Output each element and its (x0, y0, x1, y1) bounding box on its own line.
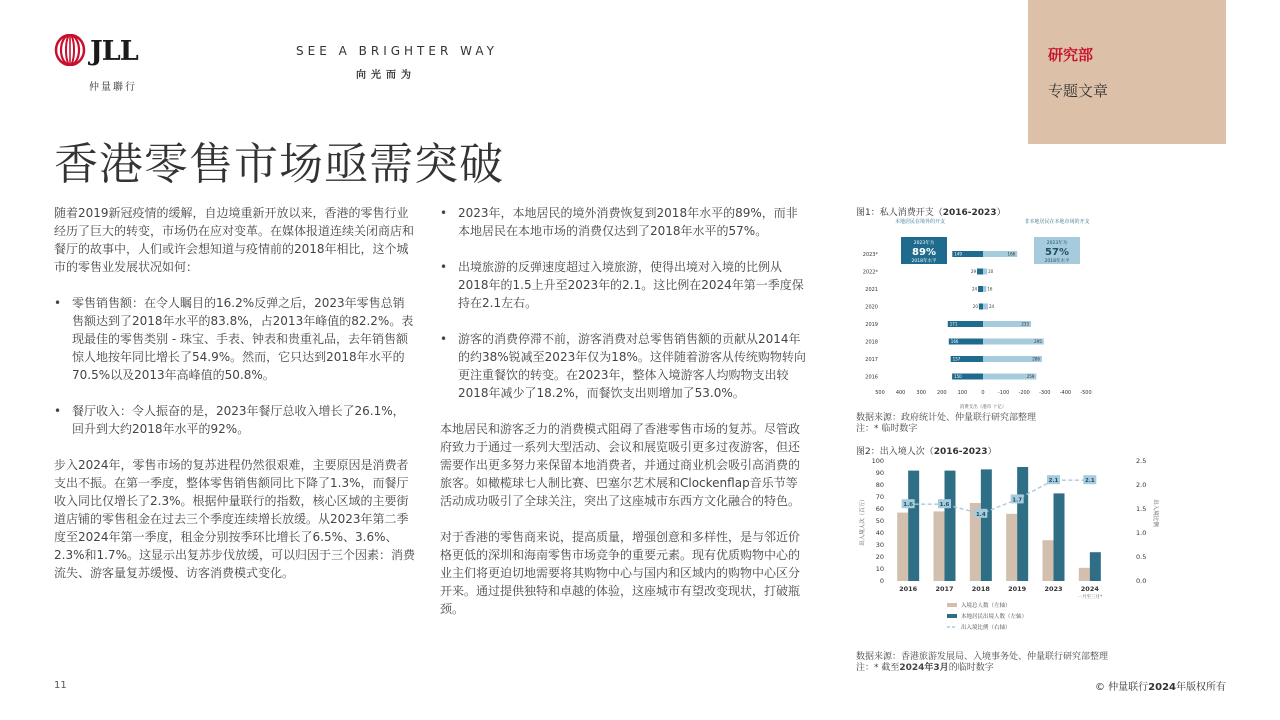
bar-value-label: 29 (970, 269, 977, 274)
callout-box (1034, 237, 1080, 264)
category-label: 2024 (1080, 585, 1099, 593)
bar-value-label: 295 (1034, 339, 1042, 344)
category-label: 2017 (865, 357, 878, 363)
bar-departures (981, 469, 992, 581)
category-label: 2020 (865, 304, 878, 311)
page-title: 香港零售市场亟需突破 (54, 139, 504, 190)
category-label: 2019 (1008, 585, 1027, 593)
body-paragraph: 本地居民和游客乏力的消费模式阻碍了香港零售市场的复苏。尽管政府致力于通过一系列大型活动、会议和展览吸引更多过夜游客，但还需要作出更多努力来保留本地消费者，并通过商业机会吸引高消费的旅客。如橄榄球七人制比赛、巴塞尔艺术展和Clockenflap音乐节等活动成功吸引了全球关注，突出了这座城市东西方文化融合的特色。 (440, 422, 801, 508)
y2-tick-label: 2.0 (1136, 481, 1147, 489)
bar-outbound (977, 269, 983, 275)
arrivals-departures-chart (850, 455, 1170, 650)
bar-arrivals (897, 513, 908, 581)
x-tick-label: 0 (981, 390, 985, 396)
svg-text:1.6: 1.6 (903, 502, 914, 509)
figure-1-title-suffix: ） (996, 208, 1006, 218)
body-paragraph: 对于香港的零售商来说，提高质量，增强创意和多样性，是与邻近价格更低的深圳和海南零售市场竞争的重要元素。现有优质购物中心的业主们将更迫切地需要将其购物中心与国内和区域内的购物中心区分开来。通过提供独特和卓越的体验，这座城市有望改变现状，打破瓶颈。 (440, 530, 801, 616)
category-label: 2018 (865, 339, 878, 346)
bar-value-label: 24 (988, 304, 995, 309)
section-subtitle: 专题文章 (1048, 82, 1109, 100)
ratio-label (1047, 475, 1060, 484)
y2-tick-label: 2.5 (1136, 457, 1147, 465)
bar-inbound (983, 269, 987, 275)
figure-2-title-range: 2016-2023 (933, 447, 988, 457)
callout-value: 57% (1045, 247, 1069, 258)
list-item: • 零售销售额：在令人瞩目的16.2%反弹之后，2023年零售总销售额达到了2018年水平的83.8%，占2013年峰值的82.2%。表现最佳的零售类别 - 珠宝、手表、钟表和贵重礼品，去年销售额惊人地按年同比增长了54.9%。然而，它只达到2018年水平的70.5%以及2013年高峰值的50.8%。 (54, 294, 416, 384)
bar-value-label: 171 (949, 321, 958, 327)
tagline: SEE A BRIGHTER WAY (296, 44, 498, 58)
svg-text:2.1: 2.1 (1084, 478, 1095, 485)
category-sublabel: 一月至三月* (1077, 595, 1103, 600)
y-tick-label: 50 (875, 517, 884, 525)
bullet-list-2 (440, 204, 808, 402)
x-tick-label: -100 (997, 390, 1010, 396)
figure-2-source-text: 数据来源：香港旅游发展局、入境事务处、仲量联行研究部整理 (856, 652, 1109, 662)
series-label: 非本地居民在本地市场的开支 (1024, 219, 1090, 225)
y2-tick-label: 0.0 (1136, 577, 1147, 585)
legend-item (947, 612, 1027, 620)
series-label: 本地居民在境外的开支 (894, 219, 946, 225)
y-tick-label: 0 (879, 577, 884, 585)
figure-2-note-suffix: 的临时数字 (948, 663, 994, 673)
y-tick-label: 30 (875, 541, 884, 549)
category-label: 2022* (862, 269, 878, 276)
y-tick-label: 20 (875, 553, 884, 561)
category-label: 2016 (899, 585, 918, 593)
y-tick-label: 70 (875, 493, 884, 501)
bar-value-label: 20 (972, 304, 978, 309)
y2-axis-label: 出入境比例 (1152, 499, 1158, 527)
logo-text: JLL (90, 36, 138, 67)
y-tick-label: 60 (875, 505, 884, 513)
private-consumption-chart (850, 215, 1100, 410)
bar-arrivals (1006, 514, 1017, 581)
copyright-suffix: 年版权所有 (1176, 682, 1226, 693)
x-tick-label: 200 (937, 390, 947, 396)
y-tick-label: 90 (875, 469, 884, 477)
callout-value: 89% (912, 247, 936, 258)
category-label: 2018 (971, 585, 990, 593)
bar-value-label: 259 (1026, 374, 1035, 379)
y-axis-label: 出入境人次（百万） (860, 496, 866, 546)
ratio-label (974, 509, 987, 518)
ratio-label (1083, 475, 1096, 484)
x-tick-label: 100 (957, 390, 968, 396)
category-label: 2016 (865, 374, 878, 381)
x-tick-label: -300 (1039, 390, 1051, 396)
figure-2-source (856, 652, 1108, 674)
intro-paragraph: 随着2019新冠疫情的缓解，自边境重新开放以来，香港的零售行业经历了巨大的转变，市场仍在应对变革。在媒体报道连续关闭商店和餐厅的故事中，人们或许会想知道与疫情前的2018年相比，这个城市的零售业发展状况如何： (54, 206, 415, 274)
x-tick-label: 500 (875, 390, 885, 396)
bar-outbound (978, 286, 983, 292)
bar-value-label: 150 (954, 374, 962, 379)
y-tick-label: 10 (875, 565, 884, 573)
bar-departures (1017, 467, 1028, 581)
section-badge (1028, 0, 1226, 144)
bar-arrivals (934, 511, 945, 581)
bullet-list-1 (54, 294, 416, 438)
figure-2-title-prefix: 图2：出入境人次（ (856, 447, 934, 457)
callout-line: 2018年水平 (1044, 259, 1070, 264)
y2-tick-label: 1.5 (1136, 505, 1147, 513)
category-label: 2019 (865, 322, 878, 328)
jll-logo (54, 34, 144, 94)
x-tick-label: -400 (1059, 390, 1072, 396)
copyright (1095, 678, 1226, 693)
bar-inbound (983, 304, 988, 310)
x-tick-label: 300 (916, 390, 926, 396)
bar-value-label: 166 (1007, 251, 1016, 257)
figure-2-note (856, 663, 1108, 674)
svg-text:1.7: 1.7 (1012, 497, 1023, 504)
bar-value-label: 16 (987, 286, 993, 292)
svg-text:出入境比例（右轴）: 出入境比例（右轴） (961, 625, 1011, 631)
x-tick-label: -500 (1080, 390, 1092, 396)
bar-value-label: 20 (988, 269, 994, 274)
category-label: 2017 (935, 585, 954, 593)
callout-line: 2023年为 (913, 241, 935, 246)
y-tick-label: 100 (871, 457, 884, 465)
bar-arrivals (1043, 540, 1054, 581)
svg-text:本地居民出境人数（左轴）: 本地居民出境人数（左轴） (961, 614, 1028, 620)
ratio-label (938, 499, 951, 508)
figure-1-source-text: 数据来源：政府统计处、仲量联行研究部整理 (856, 413, 1037, 423)
list-item: • 游客的消费停滞不前，游客消费对总零售销售额的贡献从2014年的约38%锐减至2023年仅为18%。这伴随着游客从传统购物转向更注重餐饮的转变。在2023年，整体入境游客人均购物支出较2018年减少了18.2%，而餐饮支出则增加了53.0%。 (440, 330, 808, 402)
y-tick-label: 40 (875, 529, 884, 537)
jll-logo-icon (54, 34, 86, 66)
list-item: • 出境旅游的反弹速度超过入境旅游，使得出境对入境的比例从2018年的1.5上升至2023年的2.1。这比例在2024年第一季度保持在2.1左右。 (440, 258, 808, 312)
bar-value-label: 149 (954, 251, 962, 257)
svg-text:2.1: 2.1 (1048, 478, 1059, 485)
svg-text:1.6: 1.6 (939, 502, 950, 509)
x-axis-label: 消费支出（港币 十亿） (959, 405, 1007, 410)
figure-2-title-suffix: ） (987, 447, 997, 457)
bar-inbound (983, 286, 986, 292)
bar-value-label: 157 (952, 356, 961, 362)
legend-item (947, 623, 1011, 631)
y2-tick-label: 0.5 (1136, 553, 1147, 561)
figure-1-note: 注：* 临时数字 (856, 424, 918, 434)
logo-subtitle: 仲量聯行 (89, 82, 137, 93)
body-paragraph: 步入2024年，零售市场的复苏进程仍然很艰难，主要原因是消费者支出不振。在第一季度，整体零售销售额同比下降了1.3%，而餐厅收入同比仅增长了2.3%。根据仲量联行的指数，核心区域的主要街道店铺的零售租金在过去三个季度连续增长放缓。从2023年第二季度至2024年第一季度，租金分别按季环比增长了6.5%、3.6%、2.3%和1.7%。这显示出复苏步伐放缓，可以归因于三个因素：消费流失、游客量复苏缓慢、访客消费模式变化。 (54, 458, 415, 580)
bar-outbound (979, 304, 983, 310)
figure-1-source (856, 413, 1036, 435)
category-label: 2023 (1044, 585, 1063, 593)
bar-value-label: 24 (971, 286, 978, 292)
callout-box (901, 237, 947, 264)
list-item: • 2023年，本地居民的境外消费恢复到2018年水平的89%，而非本地居民在本地市场的消费仅达到了2018年水平的57%。 (440, 204, 808, 240)
copyright-year: 2024 (1148, 682, 1176, 693)
figure-2-note-date: 2024年3月 (899, 663, 949, 673)
callout-line: 2018年水平 (911, 259, 937, 264)
text-column-1 (54, 204, 416, 600)
text-column-2 (440, 204, 808, 636)
section-title: 研究部 (1048, 46, 1094, 64)
bar-departures (1090, 552, 1101, 581)
bar-value-label: 286 (1032, 356, 1040, 362)
category-label: 2021 (865, 287, 878, 293)
svg-text:1.4: 1.4 (975, 511, 986, 518)
list-item: • 餐厅收入：令人振奋的是，2023年餐厅总收入增长了26.1%，回升到大约2018年水平的92%。 (54, 402, 416, 438)
page-number: 11 (54, 680, 67, 691)
bar-value-label: 166 (950, 339, 959, 344)
category-label: 2023* (862, 252, 878, 258)
bar-departures (908, 471, 919, 581)
figure-1-title-prefix: 图1：私人消费开支（ (856, 208, 943, 218)
figure-1-title-range: 2016-2023 (942, 208, 997, 218)
y2-tick-label: 1.0 (1136, 529, 1147, 537)
legend-item (947, 601, 1011, 609)
copyright-prefix: © 仲量联行 (1094, 682, 1149, 693)
callout-line: 2023年为 (1046, 241, 1068, 246)
bar-departures (945, 471, 956, 581)
ratio-label (902, 499, 915, 508)
y-tick-label: 80 (875, 481, 884, 489)
figure-2-note-prefix: 注：* 截至 (856, 663, 900, 673)
svg-text:入境总人数（左轴）: 入境总人数（左轴） (961, 603, 1011, 609)
x-tick-label: 400 (895, 390, 906, 396)
ratio-label (1011, 494, 1024, 503)
bar-departures (1054, 493, 1065, 581)
tagline-subtitle: 向光而为 (356, 70, 416, 81)
bar-value-label: 233 (1021, 321, 1029, 327)
bar-arrivals (1079, 568, 1090, 581)
x-tick-label: -200 (1018, 390, 1030, 396)
